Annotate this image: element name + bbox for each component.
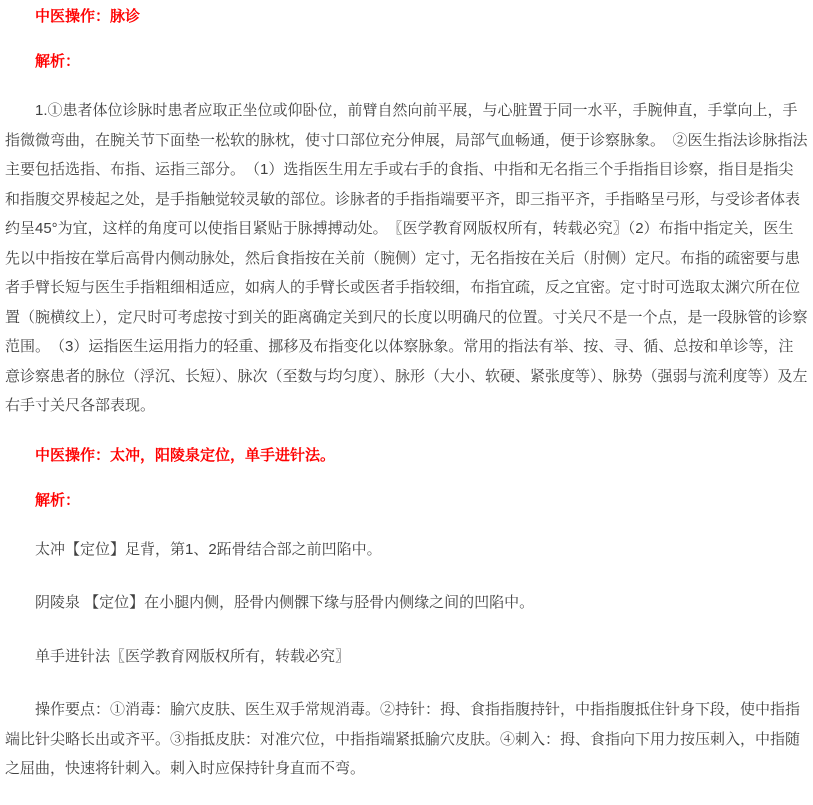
section1-paragraph-pulse-diagnosis: 1.①患者体位诊脉时患者应取正坐位或仰卧位，前臂自然向前平展，与心脏置于同一水平，手腕伸直，手掌向上，手指微微弯曲，在腕关节下面垫一松软的脉枕，使寸口部位充分伸展，局部气血畅通，便于诊察脉象。 ②医生指法诊脉指法主要包括选指、布指、运指三部分。 （1）选指医生用左手或右手的食指、中指和无名指三个手指指目诊察，指目是指尖和指腹交界棱起之处，是手指触觉较灵敏的部位。诊脉者的手指指端要平齐，即三指平齐，手指略呈弓形，与受诊者体表约呈45°为宜，这样的角度可以使指目紧贴于脉搏搏动处。 〖医学教育网版权所有，转载必究〗（2）布指中指定关，医生先以中指按在掌后高骨内侧动脉处，然后食指按在关前（腕侧）定寸，无名指按在关后（肘侧）定尺。布指的疏密要与患者手臂长短与医生手指粗细相适应，如病人的手臂长或医者手指较细，布指宜疏，反之宜密。定寸时可选取太渊穴所在位置（腕横纹上），定尺时可考虑按寸到关的距离确定关到尺的长度以明确尺的位置。寸关尺不是一个点，是一段脉管的诊察范围。 （3）运指医生运用指力的轻重、挪移及布指变化以体察脉象。常用的指法有举、按、寻、循、总按和单诊等，注意诊察患者的脉位（浮沉、长短）、脉次（至数与均匀度）、脉形（大小、软硬、紧张度等）、脉势（强弱与流利度等）及左右手寸关尺各部表现。 [5, 102, 808, 414]
section1-heading-tcm-operation-pulse: 中医操作：脉诊 [35, 8, 141, 25]
section2-analysis-label: 解析： [35, 491, 81, 509]
section2-paragraph-operation-key-points: 操作要点：①消毒：腧穴皮肤、医生双手常规消毒。②持针：拇、食指指腹持针，中指指腹抵住针身下段，使中指指端比针尖略长出或齐平。③指抵皮肤：对准穴位，中指指端紧抵腧穴皮肤。④刺入：拇、食指向下用力按压刺入，中指随之屈曲，快速将针刺入。刺入时应保持针身直而不弯。 [5, 701, 801, 777]
section2-paragraph-taichong-location: 太冲【定位】足背，第1、2跖骨结合部之前凹陷中。 [35, 540, 382, 558]
section1-analysis-label: 解析： [35, 53, 81, 70]
section2-paragraph-yinlingquan-location: 阴陵泉 【定位】在小腿内侧，胫骨内侧髁下缘与胫骨内侧缘之间的凹陷中。 [35, 594, 535, 611]
section2-paragraph-single-hand-needling-label: 单手进针法〖医学教育网版权所有，转载必究〗 [35, 647, 351, 665]
section2-heading-taichong-yanglingquan: 中医操作：太冲，阳陵泉定位，单手进针法。 [35, 446, 336, 464]
